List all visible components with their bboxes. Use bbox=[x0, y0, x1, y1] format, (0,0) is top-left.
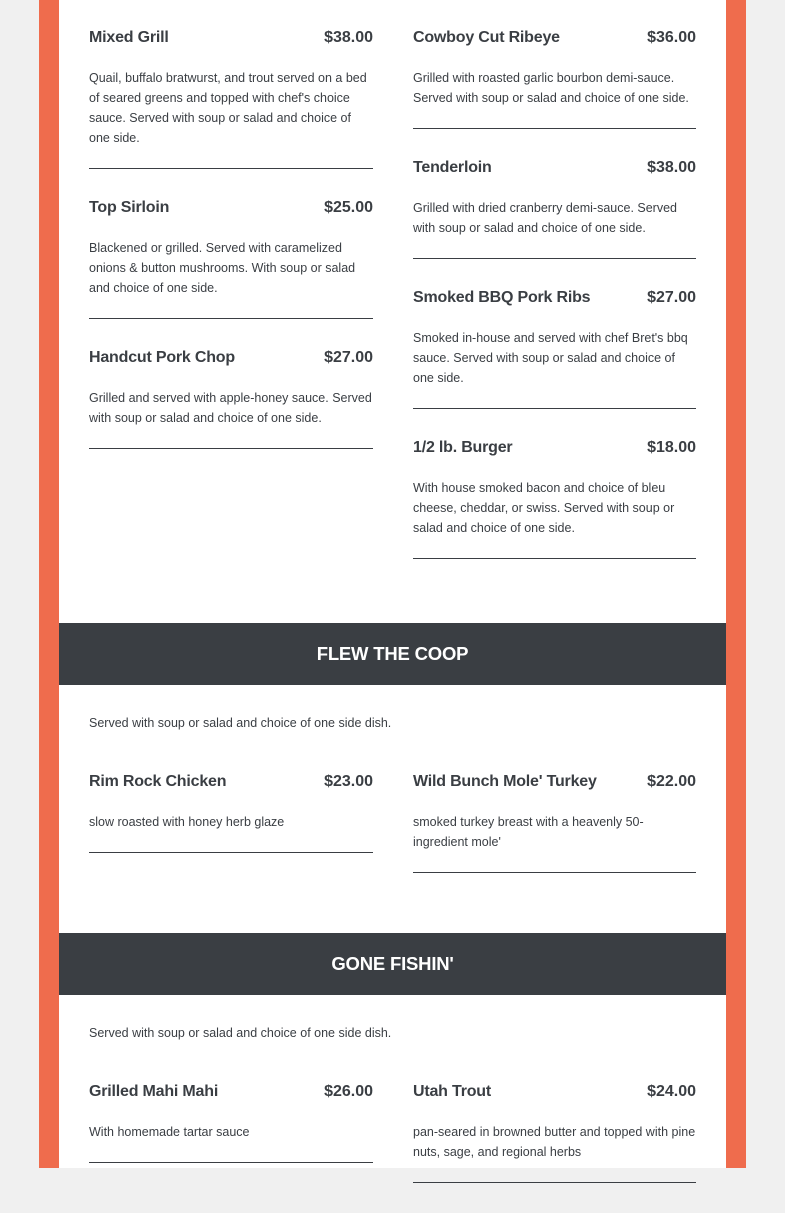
menu-item bbox=[413, 159, 696, 259]
menu-item bbox=[413, 773, 696, 873]
coop-left-column bbox=[89, 773, 373, 883]
item-description: Blackened or grilled. Served with caramelized onions & button mushrooms. With soup or salad and choice of one side. bbox=[89, 241, 356, 295]
menu-item bbox=[413, 289, 696, 409]
item-price: $27.00 bbox=[324, 349, 373, 366]
fish-left-column bbox=[89, 1083, 373, 1193]
item-price: $18.00 bbox=[647, 439, 696, 456]
item-description: Grilled with roasted garlic bourbon demi-sauce. Served with soup or salad and choice of one side. bbox=[413, 71, 689, 105]
item-description: Grilled and served with apple-honey sauce. Served with soup or salad and choice of one side. bbox=[89, 391, 372, 425]
item-price: $36.00 bbox=[647, 29, 696, 46]
item-name: Rim Rock Chicken bbox=[89, 773, 227, 790]
item-price: $38.00 bbox=[324, 29, 373, 46]
section-title: FLEW THE COOP bbox=[316, 643, 469, 664]
item-description: With homemade tartar sauce bbox=[89, 1125, 250, 1139]
item-description: slow roasted with honey herb glaze bbox=[89, 815, 285, 829]
menu-item bbox=[89, 1083, 373, 1163]
item-name: Top Sirloin bbox=[89, 199, 170, 216]
item-name: 1/2 lb. Burger bbox=[413, 439, 513, 456]
fish-right-column bbox=[413, 1083, 696, 1213]
section-note: Served with soup or salad and choice of one side dish. bbox=[89, 716, 392, 730]
item-description: pan-seared in browned butter and topped with pine nuts, sage, and regional herbs bbox=[413, 1125, 696, 1159]
section-note: Served with soup or salad and choice of one side dish. bbox=[89, 1026, 392, 1040]
menu-item bbox=[89, 199, 373, 319]
item-description: Grilled with dried cranberry demi-sauce. Served with soup or salad and choice of one side. bbox=[413, 201, 677, 235]
item-price: $23.00 bbox=[324, 773, 373, 790]
item-price: $22.00 bbox=[647, 773, 696, 790]
item-name: Handcut Pork Chop bbox=[89, 349, 235, 366]
menu-item bbox=[413, 439, 696, 559]
item-price: $38.00 bbox=[647, 159, 696, 176]
item-name: Smoked BBQ Pork Ribs bbox=[413, 289, 591, 306]
grill-right-column bbox=[413, 29, 696, 589]
section-title: GONE FISHIN' bbox=[331, 953, 454, 974]
section-header-coop bbox=[59, 623, 726, 685]
menu-item bbox=[89, 349, 373, 449]
item-name: Mixed Grill bbox=[89, 29, 169, 46]
grill-left-column bbox=[89, 29, 373, 479]
section-header-fish bbox=[59, 933, 726, 995]
item-description: smoked turkey breast with a heavenly 50-ingredient mole' bbox=[413, 815, 644, 849]
item-name: Grilled Mahi Mahi bbox=[89, 1083, 219, 1100]
menu-item bbox=[413, 1083, 696, 1183]
item-description: Smoked in-house and served with chef Bret's bbq sauce. Served with soup or salad and choice of one side. bbox=[413, 331, 688, 385]
item-name: Tenderloin bbox=[413, 159, 492, 176]
menu-item bbox=[89, 29, 373, 169]
item-price: $25.00 bbox=[324, 199, 373, 216]
item-price: $26.00 bbox=[324, 1083, 373, 1100]
item-description: With house smoked bacon and choice of bleu cheese, cheddar, or swiss. Served with soup or salad and choice of one side. bbox=[413, 481, 675, 535]
item-name: Wild Bunch Mole' Turkey bbox=[413, 773, 597, 790]
item-name: Utah Trout bbox=[413, 1083, 491, 1100]
menu-item bbox=[413, 29, 696, 129]
item-name: Cowboy Cut Ribeye bbox=[413, 29, 560, 46]
item-price: $27.00 bbox=[647, 289, 696, 306]
coop-right-column bbox=[413, 773, 696, 903]
item-price: $24.00 bbox=[647, 1083, 696, 1100]
item-description: Quail, buffalo bratwurst, and trout served on a bed of seared greens and topped with chef's choice sauce. Served with soup or salad and choice of one side. bbox=[89, 71, 367, 145]
menu-item bbox=[89, 773, 373, 853]
